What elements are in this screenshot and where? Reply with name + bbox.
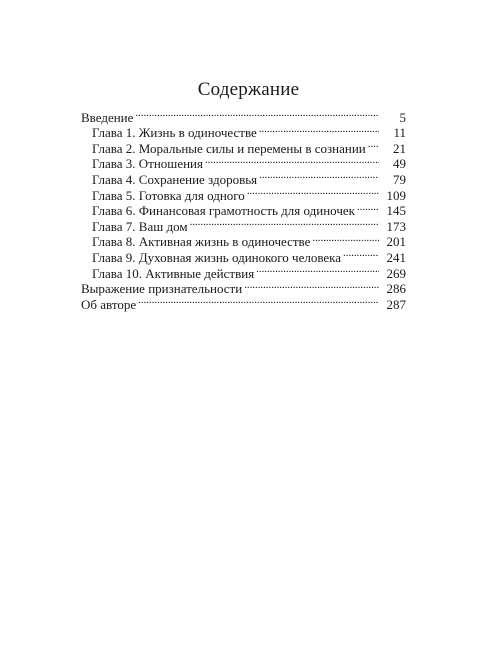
toc-entry-label: Глава 3. Отношения (92, 156, 203, 172)
toc-entry-label: Об авторе (81, 296, 137, 312)
page-title: Содержание (197, 79, 300, 100)
toc-entry-label: Глава 10. Активные действия (92, 265, 255, 281)
toc-entry-page: 269 (386, 265, 406, 281)
dot-leader (244, 278, 379, 294)
dot-leader (368, 137, 379, 153)
toc-entry-page: 21 (393, 140, 406, 156)
toc-entry-label: Глава 8. Активная жизнь в одиночестве (92, 234, 311, 250)
toc-list (81, 106, 408, 312)
dot-leader (312, 231, 379, 247)
toc-entry-page: 173 (386, 218, 406, 234)
dot-leader (259, 122, 379, 138)
toc-entry-label: Глава 9. Духовная жизнь одинокого человека (92, 249, 342, 265)
toc-entry-page: 287 (386, 296, 406, 312)
table-of-contents (81, 78, 408, 312)
dot-leader (357, 200, 379, 216)
toc-entry-page: 286 (386, 281, 406, 297)
toc-entry-page: 241 (386, 249, 406, 265)
dot-leader (138, 293, 379, 309)
toc-entry-label: Глава 2. Моральные силы и перемены в сознании (92, 140, 366, 156)
toc-entry-label: Глава 7. Ваш дом (92, 218, 188, 234)
toc-entry-label: Введение (81, 109, 134, 125)
toc-entry-page: 49 (393, 156, 406, 172)
dot-leader (247, 184, 379, 200)
dot-leader (343, 246, 379, 262)
toc-entry (81, 106, 408, 125)
toc-entry-page: 79 (393, 171, 406, 187)
toc-entry-label: Глава 6. Финансовая грамотность для одиночек (92, 203, 355, 219)
toc-entry-label: Выражение признательности (81, 281, 243, 297)
toc-entry-page: 201 (386, 234, 406, 250)
dot-leader (205, 153, 379, 169)
dot-leader (259, 168, 379, 184)
toc-entry-page: 109 (386, 187, 406, 203)
toc-entry-label: Глава 4. Сохранение здоровья (92, 171, 258, 187)
toc-entry-label: Глава 5. Готовка для одного (92, 187, 245, 203)
dot-leader (135, 106, 379, 122)
dot-leader (256, 262, 379, 278)
toc-entry-page: 145 (386, 203, 406, 219)
toc-entry-page: 5 (399, 109, 406, 125)
toc-entry-label: Глава 1. Жизнь в одиночестве (92, 125, 257, 141)
dot-leader (190, 215, 379, 231)
toc-entry-page: 11 (393, 125, 406, 141)
